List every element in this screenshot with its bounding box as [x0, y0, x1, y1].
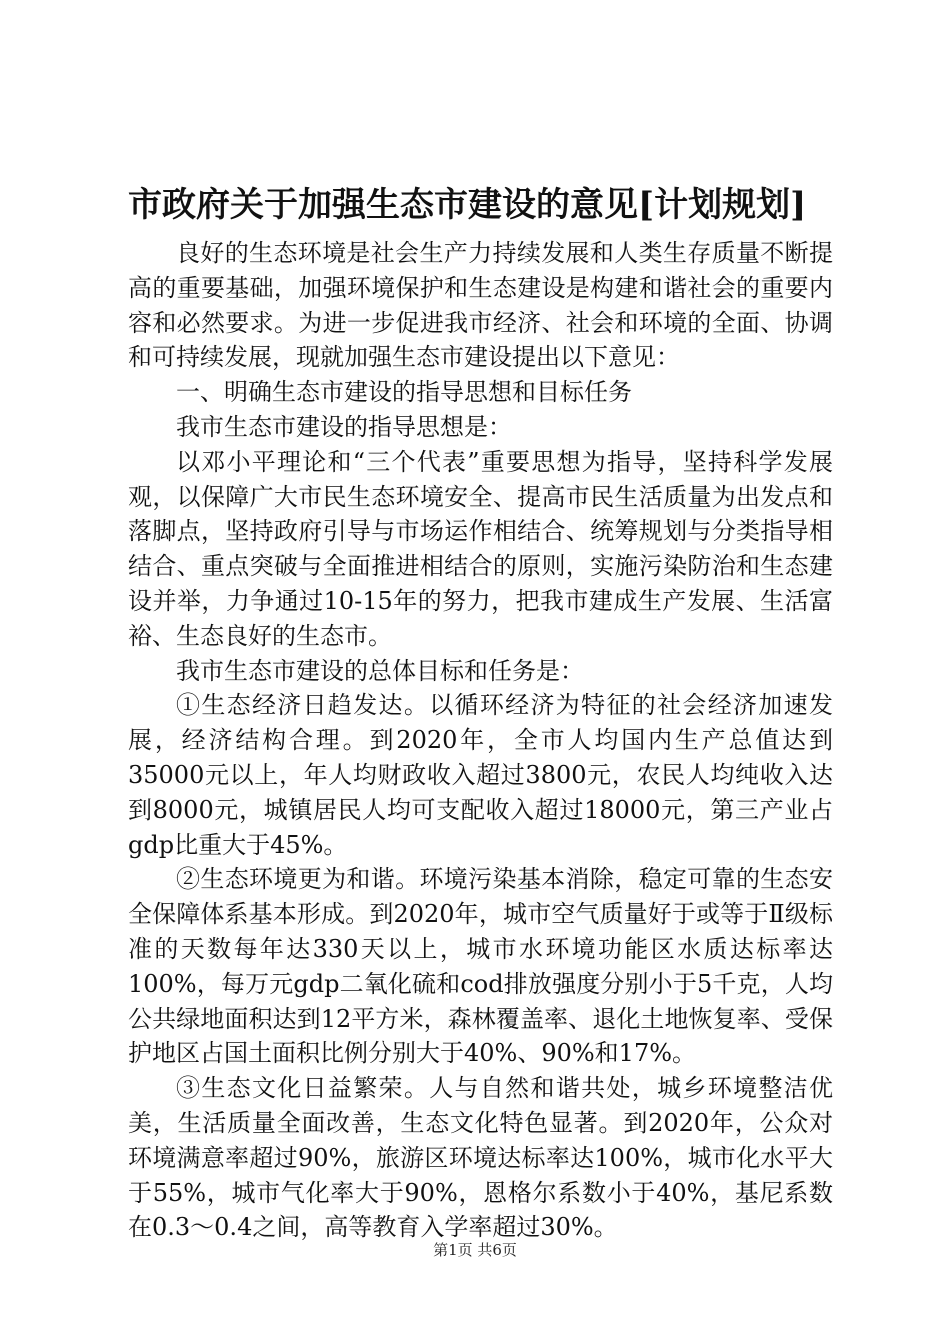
paragraph-guiding-label: 我市生态市建设的指导思想是：: [176, 412, 512, 441]
paragraph-goal-environment: ②生态环境更为和谐。环境污染基本消除，稳定可靠的生态安全保障体系基本形成。到2020年，城市空气质量好于或等于Ⅱ级标准的天数每年达330天以上，城市水环境功能区水质达标率达100%，每万元gdp二氧化硫和cod排放强度分别小于5千克，人均公共绿地面积达到12平方米，森林覆盖率、退化土地恢复率、受保护地区占国土面积比例分别大于40%、90%和17%。: [128, 865, 833, 1068]
paragraph-goal-economy: ①生态经济日趋发达。以循环经济为特征的社会经济加速发展，经济结构合理。到2020年，全市人均国内生产总值达到35000元以上，年人均财政收入超过3800元，农民人均纯收入达到8000元，城镇居民人均可支配收入超过18000元，第三产业占gdp比重大于45%。: [128, 691, 833, 859]
paragraph-intro: 良好的生态环境是社会生产力持续发展和人类生存质量不断提高的重要基础，加强环境保护和生态建设是构建和谐社会的重要内容和必然要求。为进一步促进我市经济、社会和环境的全面、协调和可持续发展，现就加强生态市建设提出以下意见：: [128, 239, 833, 372]
paragraph-goal-culture: ③生态文化日益繁荣。人与自然和谐共处，城乡环境整洁优美，生活质量全面改善，生态文化特色显著。到2020年，公众对环境满意率超过90%，旅游区环境达标率达100%，城市化水平大于55%，城市气化率大于90%，恩格尔系数小于40%，基尼系数在0.3～0.4之间，高等教育入学率超过30%。: [128, 1074, 833, 1242]
paragraph-goals-label: 我市生态市建设的总体目标和任务是：: [176, 656, 584, 685]
document-title: 市政府关于加强生态市建设的意见[计划规划]: [128, 185, 807, 225]
document-body: [128, 236, 833, 1245]
page-footer: [0, 1240, 950, 1260]
page-number: 第1页 共6页: [433, 1241, 517, 1259]
section-heading-1: 一、明确生态市建设的指导思想和目标任务: [176, 378, 632, 407]
paragraph-guiding-thought: 以邓小平理论和“三个代表”重要思想为指导，坚持科学发展观，以保障广大市民生态环境安全、提高市民生活质量为出发点和落脚点，坚持政府引导与市场运作相结合、统筹规划与分类指导相结合、重点突破与全面推进相结合的原则，实施污染防治和生态建设并举，力争通过10-15年的努力，把我市建成生产发展、生活富裕、生态良好的生态市。: [128, 447, 833, 650]
